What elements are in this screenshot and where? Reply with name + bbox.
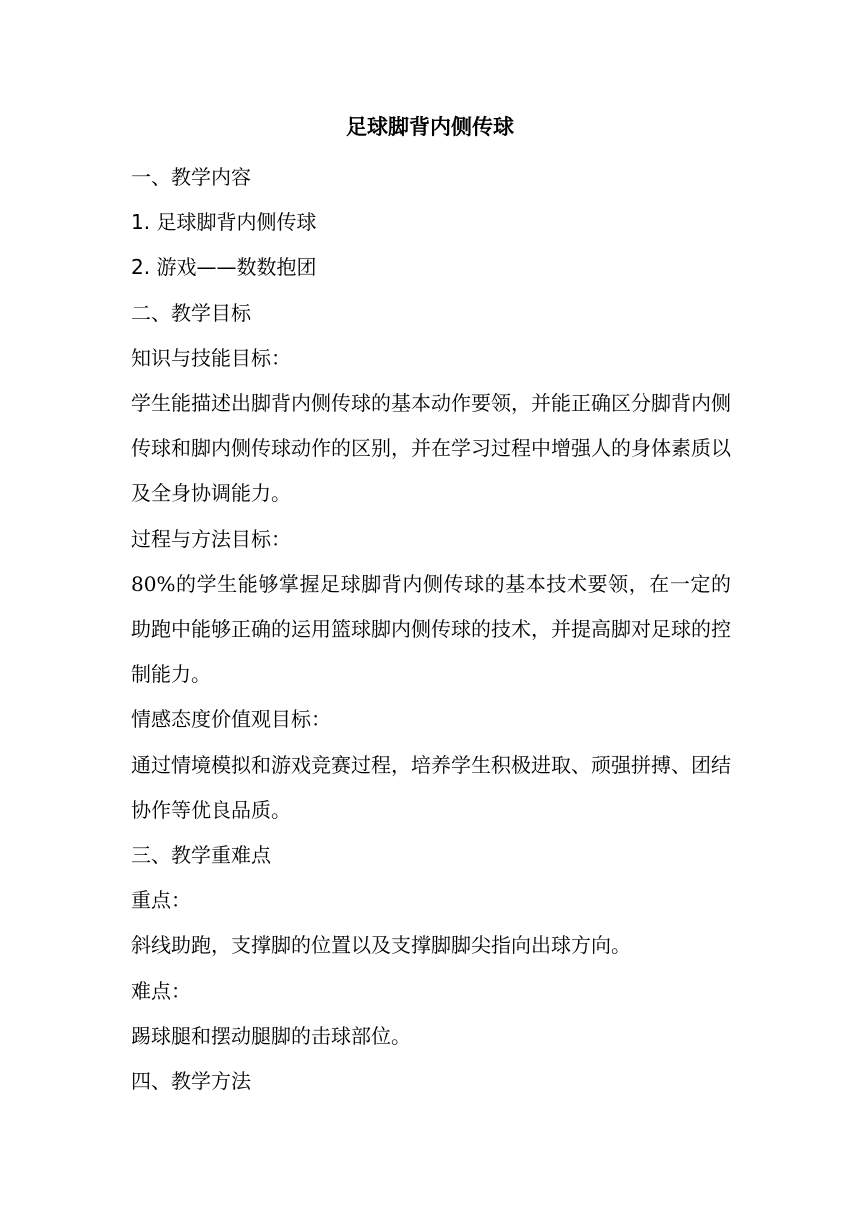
- subheading-emotion-goal: 情感态度价值观目标：: [131, 707, 331, 732]
- document-title: 足球脚背内侧传球: [346, 115, 514, 139]
- subheading-key-point: 重点：: [131, 888, 191, 913]
- section-heading-methods: 四、教学方法: [131, 1069, 251, 1094]
- document-body: [131, 155, 731, 1104]
- subheading-knowledge-goal: 知识与技能目标：: [131, 345, 291, 370]
- paragraph-knowledge-goal: 学生能描述出脚背内侧传球的基本动作要领，并能正确区分脚背内侧传球和脚内侧传球动作的区别，并在学习过程中增强人的身体素质以及全身协调能力。: [131, 391, 731, 506]
- paragraph-process-goal: 80%的学生能够掌握足球脚背内侧传球的基本技术要领，在一定的助跑中能够正确的运用篮球脚内侧传球的技术，并提高脚对足球的控制能力。: [131, 571, 731, 687]
- content-item-2: 2. 游戏——数数抱团: [131, 255, 317, 280]
- paragraph-difficulty: 踢球腿和摆动腿脚的击球部位。: [131, 1023, 411, 1048]
- content-item-1: 1. 足球脚背内侧传球: [131, 210, 317, 235]
- paragraph-key-point: 斜线助跑，支撑脚的位置以及支撑脚脚尖指向出球方向。: [131, 933, 631, 958]
- section-heading-content: 一、教学内容: [131, 165, 251, 189]
- subheading-difficulty: 难点：: [131, 978, 191, 1003]
- paragraph-emotion-goal: 通过情境模拟和游戏竞赛过程，培养学生积极进取、顽强拼搏、团结协作等优良品质。: [131, 752, 731, 822]
- section-heading-goals: 二、教学目标: [131, 300, 251, 325]
- section-heading-key-points: 三、教学重难点: [131, 843, 271, 868]
- subheading-process-goal: 过程与方法目标：: [131, 526, 291, 551]
